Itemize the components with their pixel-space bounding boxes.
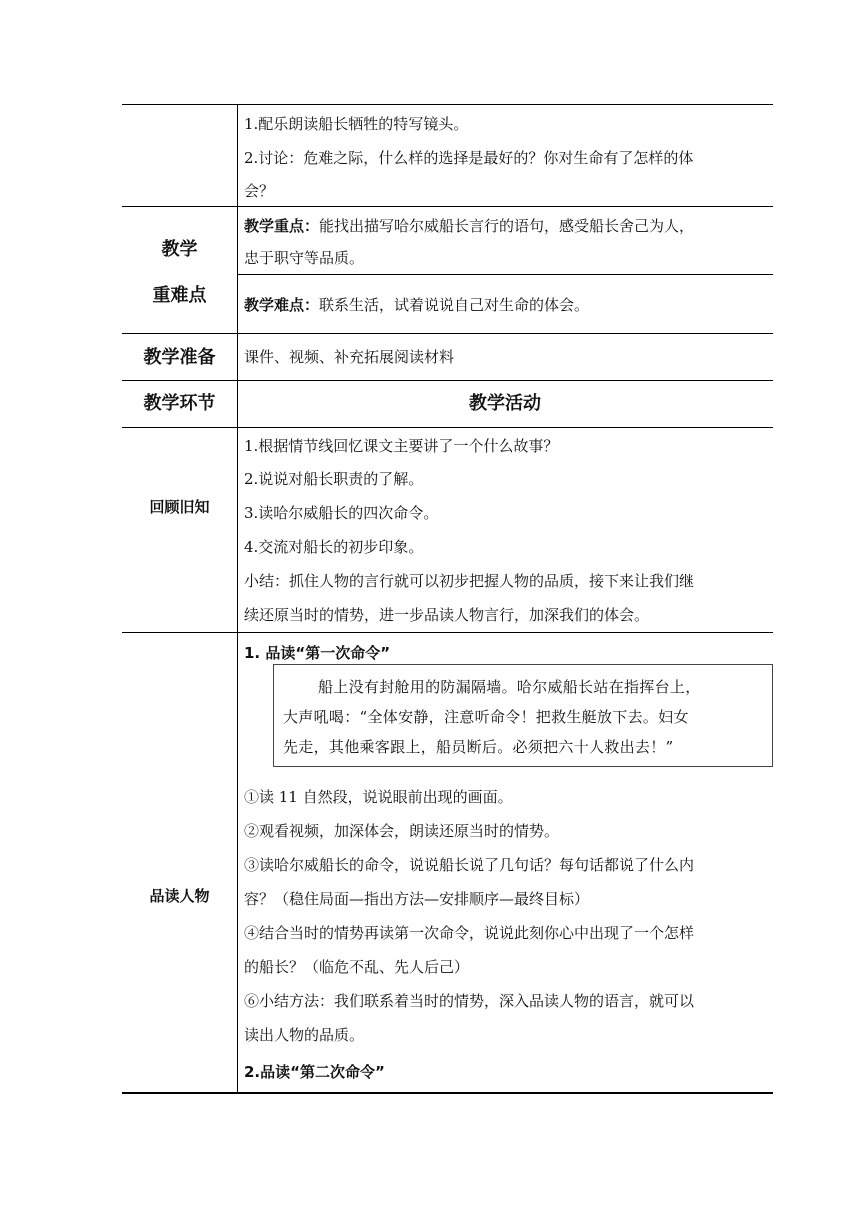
focus-text-cont: 忠于职守等品质。 (244, 249, 365, 267)
step-item-cont: 的船长？（临危不乱、先人后己） (244, 958, 470, 976)
review-label: 回顾旧知 (149, 498, 210, 516)
table-bottom-border (122, 1092, 773, 1094)
column-divider (237, 104, 238, 1093)
step-item-cont: 读出人物的品质。 (244, 1026, 365, 1044)
row-divider-inner (237, 274, 773, 275)
step-item: ①读 11 自然段，说说眼前出现的画面。 (244, 788, 513, 806)
top-item-1: 1.配乐朗读船长牺牲的特写镜头。 (244, 115, 469, 133)
preparation-text: 课件、视频、补充拓展阅读材料 (244, 348, 455, 366)
difficulty-label: 教学难点： (244, 296, 320, 314)
row-divider (122, 427, 773, 428)
step-item: ③读哈尔威船长的命令，说说船长说了几句话？每句话都说了什么内 (244, 856, 695, 874)
difficulty-text: 联系生活，试着说说自己对生命的体会。 (319, 296, 590, 314)
review-line: 2.说说对船长职责的了解。 (244, 470, 424, 488)
review-line: 4.交流对船长的初步印象。 (244, 538, 424, 556)
quote-line: 大声吼喝：“全体安静，注意听命令！把救生艇放下去。妇女 (283, 708, 689, 726)
step-item: ②观看视频，加深体会，朗读还原当时的情势。 (244, 822, 560, 840)
section-heading-second-command: 2.品读“第二次命令” (244, 1063, 385, 1081)
teaching-focus (244, 216, 694, 236)
review-summary: 小结：抓住人物的言行就可以初步把握人物的品质，接下来让我们继 (244, 572, 695, 590)
character-label: 品读人物 (149, 887, 210, 905)
quote-line: 先走，其他乘客跟上，船员断后。必须把六十人救出去！” (283, 738, 674, 756)
row-divider (122, 632, 773, 633)
row-divider (122, 380, 773, 381)
row-divider (122, 333, 773, 334)
review-line: 1.根据情节线回忆课文主要讲了一个什么故事？ (244, 437, 559, 455)
focus-label: 教学重点： (244, 217, 320, 235)
header-stage: 教学环节 (143, 393, 216, 414)
teaching-difficulty (244, 295, 589, 315)
top-item-2-cont: 会？ (244, 182, 275, 200)
review-summary-cont: 续还原当时的情势，进一步品读人物言行，加深我们的体会。 (244, 606, 650, 624)
step-item: ④结合当时的情势再读第一次命令，说说此刻你心中出现了一个怎样 (244, 924, 695, 942)
keypoints-label-line1: 教学 (161, 239, 198, 260)
row-divider (122, 206, 773, 207)
table-top-border (122, 104, 773, 105)
step-item-cont: 容？（稳住局面—指出方法—安排顺序—最终目标） (244, 890, 590, 908)
review-line: 3.读哈尔威船长的四次命令。 (244, 504, 439, 522)
quote-line: 船上没有封舱用的防漏隔墙。哈尔威船长站在指挥台上， (318, 678, 701, 696)
section-heading-first-command: 1. 品读“第一次命令” (244, 644, 391, 662)
header-activity: 教学活动 (469, 393, 541, 414)
preparation-label: 教学准备 (143, 347, 216, 368)
top-item-2: 2.讨论：危难之际，什么样的选择是最好的？你对生命有了怎样的体 (244, 149, 694, 167)
step-item: ⑥小结方法：我们联系着当时的情势，深入品读人物的语言，就可以 (244, 992, 695, 1010)
focus-text: 能找出描写哈尔威船长言行的语句，感受船长舍己为人， (319, 217, 695, 235)
keypoints-label-line2: 重难点 (152, 285, 207, 306)
